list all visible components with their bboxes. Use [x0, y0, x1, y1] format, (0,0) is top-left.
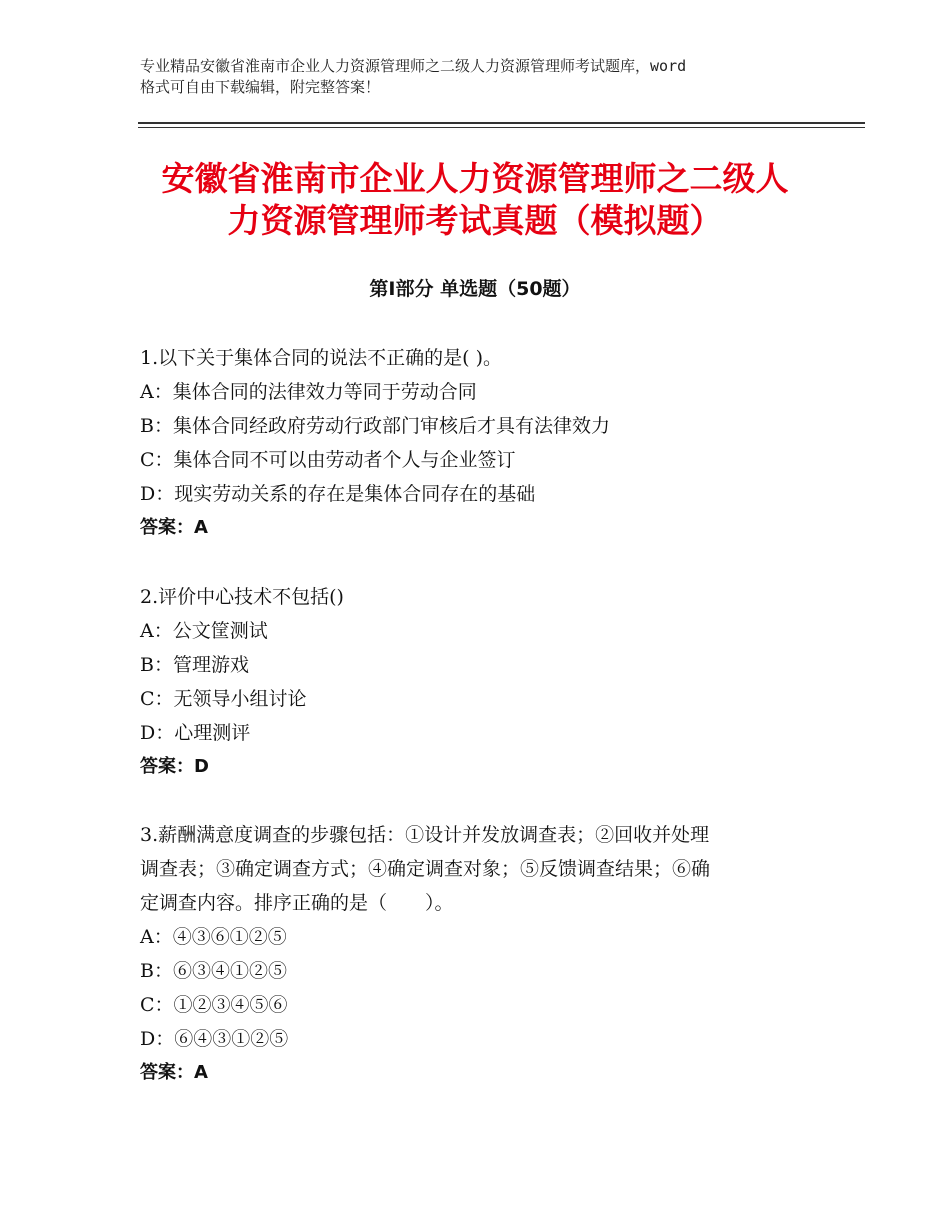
answer-label: 答案：A — [140, 1062, 208, 1083]
header-note-line: 格式可自由下载编辑，附完整答案！ — [140, 78, 381, 96]
option-c: C：①②③④⑤⑥ — [140, 994, 288, 1016]
question-stem: 定调查内容。排序正确的是（ ）。 — [140, 892, 454, 914]
header-note — [140, 56, 840, 98]
header-divider-thin — [138, 127, 865, 128]
question-stem: 2.评价中心技术不包括() — [140, 586, 344, 608]
option-a: A：公文筐测试 — [140, 620, 268, 642]
option-a: A：集体合同的法律效力等同于劳动合同 — [140, 381, 477, 403]
question-block — [140, 818, 830, 1090]
option-c: C：集体合同不可以由劳动者个人与企业签订 — [140, 449, 516, 471]
option-b: B：⑥③④①②⑤ — [140, 960, 287, 982]
option-d: D：心理测评 — [140, 722, 251, 744]
option-b: B：集体合同经政府劳动行政部门审核后才具有法律效力 — [140, 415, 610, 437]
question-block — [140, 341, 830, 545]
header-divider-thick — [138, 122, 865, 124]
option-d: D：现实劳动关系的存在是集体合同存在的基础 — [140, 483, 536, 505]
answer-label: 答案：A — [140, 517, 208, 538]
question-stem: 调查表；③确定调查方式；④确定调查对象；⑤反馈调查结果；⑥确 — [140, 858, 711, 880]
question-stem: 3.薪酬满意度调查的步骤包括：①设计并发放调查表；②回收并处理 — [140, 824, 710, 846]
section-heading: 第Ⅰ部分 单选题（50题） — [369, 278, 581, 300]
title-line: 力资源管理师考试真题（模拟题） — [227, 201, 723, 240]
option-d: D：⑥④③①②⑤ — [140, 1028, 289, 1050]
option-a: A：④③⑥①②⑤ — [140, 926, 287, 948]
option-b: B：管理游戏 — [140, 654, 249, 676]
document-title — [95, 158, 855, 242]
question-block — [140, 580, 830, 784]
option-c: C：无领导小组讨论 — [140, 688, 307, 710]
header-note-line: 专业精品安徽省淮南市企业人力资源管理师之二级人力资源管理师考试题库，word — [140, 57, 687, 75]
answer-label: 答案：D — [140, 756, 209, 777]
question-stem: 1.以下关于集体合同的说法不正确的是( )。 — [140, 347, 502, 369]
title-line: 安徽省淮南市企业人力资源管理师之二级人 — [161, 159, 789, 198]
